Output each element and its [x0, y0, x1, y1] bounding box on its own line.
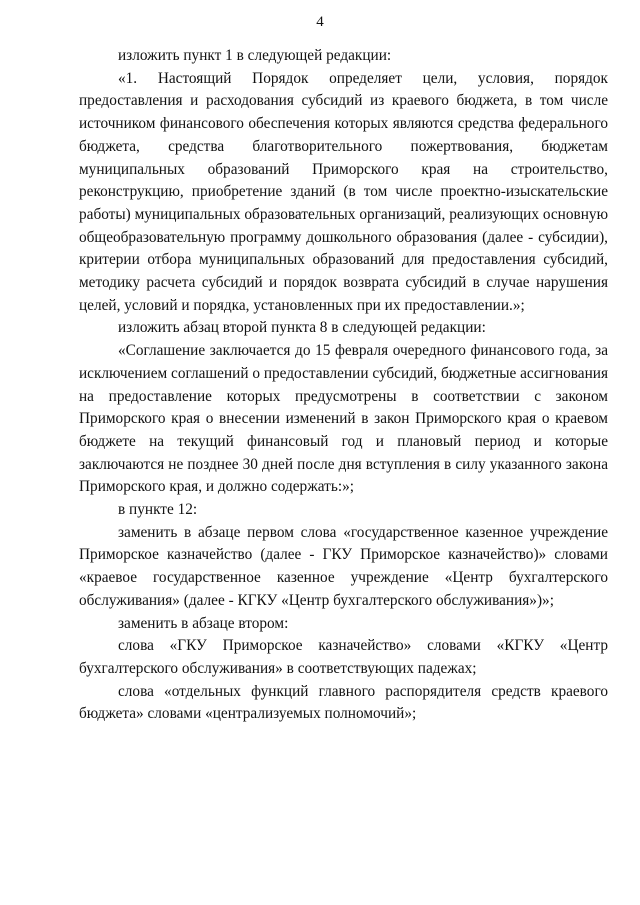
page-number: 4 — [316, 14, 324, 30]
paragraph-replacement-words-2: слова «отдельных функций главного распорядителя средств краевого бюджета» словами «централизуемых полномочий»; — [79, 682, 608, 723]
document-body — [79, 45, 608, 726]
paragraph-replacement-words-1: слова «ГКУ Приморское казначейство» словами «КГКУ «Центр бухгалтерского обслуживания» в соответствующих падежах; — [79, 637, 608, 677]
paragraph-item-8-text: «Соглашение заключается до 15 февраля очередного финансового года, за исключением соглашений о предоставлении субсидий, бюджетные ассигнования на предоставление которых предусмотрены в соответствии с законом Приморского края о внесении изменений в закон Приморского края о краевом бюджете на текущий финансовый год и плановый период и которые заключаются не позднее 30 дней после дня вступления в силу указанного закона Приморского края, и должно содержать:»; — [79, 342, 608, 496]
paragraph-item-12-heading: в пункте 12: — [118, 501, 198, 519]
paragraph-instruction-item-8: изложить абзац второй пункта 8 в следующей редакции: — [118, 319, 486, 337]
paragraph-instruction-item-1: изложить пункт 1 в следующей редакции: — [118, 47, 392, 64]
paragraph-item-1-text: «1. Настоящий Порядок определяет цели, условия, порядок предоставления и расходования субсидий из краевого бюджета, в том числе источником финансового обеспечения которых являются средства федерального бюджета, средства благотворительного пожертвования, бюджетам муниципальных образований Приморского края на строительство, реконструкцию, приобретение зданий (в том числе проектно-изыскательские работы) муниципальных образовательных организаций, реализующих основную общеобразовательную программу дошкольного образования (далее - субсидии), критерии отбора муниципальных образований для предоставления субсидий, методику расчета субсидий и порядок возврата субсидий в случае нарушения целей, условий и порядка, установленных при их предоставлении.»; — [79, 69, 608, 314]
paragraph-item-12-second-heading: заменить в абзаце втором: — [118, 614, 289, 632]
paragraph-item-12-first-replacement: заменить в абзаце первом слова «государственное казенное учреждение Приморское казначейство (далее - ГКУ Приморское казначейство)» словами «краевое государственное казенное учреждение «Центр бухгалтерского обслуживания» (далее - КГКУ «Центр бухгалтерского обслуживания»)»; — [79, 523, 608, 609]
